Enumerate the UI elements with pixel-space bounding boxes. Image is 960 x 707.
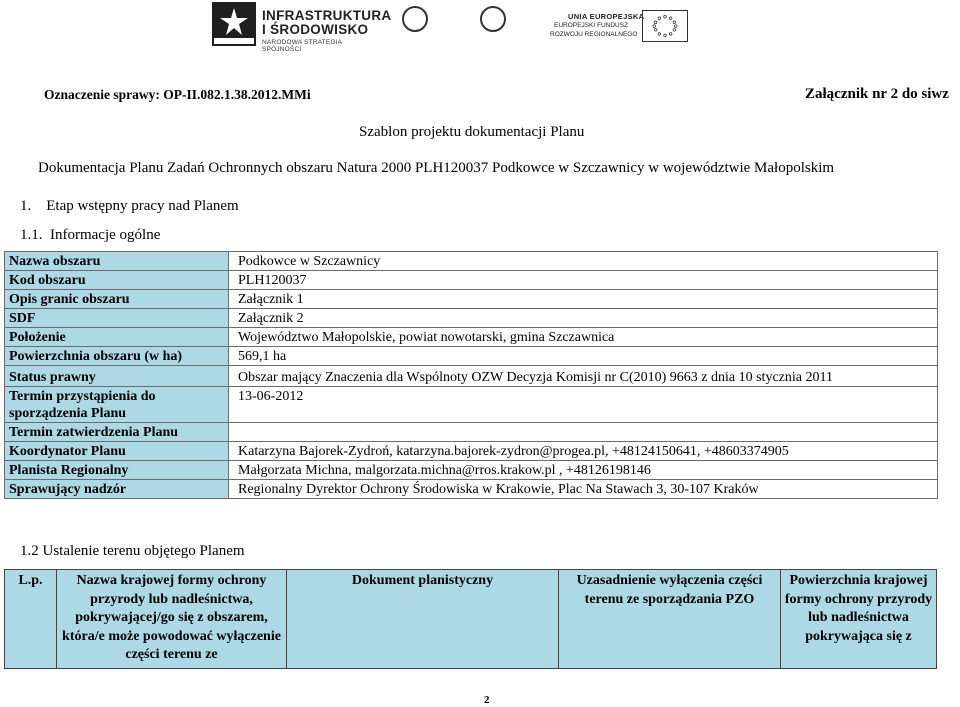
- logo-header: [212, 0, 692, 52]
- logo-line-2: I ŚRODOWISKO: [262, 22, 369, 37]
- infrastruktura-logo: [212, 0, 392, 53]
- section-1-2-heading: 1.2 Ustalenie terenu objętego Planem: [20, 543, 245, 559]
- row-value: Podkowce w Szczawnicy: [229, 252, 938, 271]
- table-row: [5, 366, 938, 387]
- eu-line-1: UNIA EUROPEJSKA: [568, 12, 645, 21]
- document-subtitle: Dokumentacja Planu Zadań Ochronnych obszaru Natura 2000 PLH120037 Podkowce w Szczawnicy w województwie Małopolskim: [38, 160, 835, 176]
- document-title: Szablon projektu dokumentacji Planu: [359, 124, 585, 140]
- row-label: SDF: [5, 309, 229, 328]
- section-1-1-heading: 1.1. Informacje ogólne: [20, 227, 161, 243]
- row-label: Kod obszaru: [5, 271, 229, 290]
- star-flag-logo-icon: [212, 2, 256, 46]
- general-info-table: [4, 251, 938, 499]
- row-value: [229, 423, 938, 442]
- col-header-justification: Uzasadnienie wyłączenia części terenu ze sporządzania PZO: [559, 570, 781, 669]
- section-1-heading: 1. Etap wstępny pracy nad Planem: [20, 198, 239, 214]
- row-label: Położenie: [5, 328, 229, 347]
- row-value: Obszar mający Znaczenia dla Wspólnoty OZW Decyzja Komisji nr C(2010) 9663 z dnia 10 stycznia 2011: [229, 366, 938, 387]
- attachment-label: Załącznik nr 2 do siwz: [805, 86, 949, 102]
- row-label: Koordynator Planu: [5, 442, 229, 461]
- table-row: [5, 252, 938, 271]
- table-header-row: [5, 570, 937, 669]
- logo-line-1: INFRASTRUKTURA: [262, 8, 392, 23]
- table-row: [5, 387, 938, 423]
- col-header-area: Powierzchnia krajowej formy ochrony przyrody lub nadleśnictwa pokrywająca się z: [781, 570, 937, 669]
- table-row: [5, 309, 938, 328]
- row-value: Załącznik 2: [229, 309, 938, 328]
- row-label: Opis granic obszaru: [5, 290, 229, 309]
- eu-flag-icon: [642, 10, 688, 42]
- row-label: Planista Regionalny: [5, 461, 229, 480]
- col-header-protection-form: Nazwa krajowej formy ochrony przyrody lub nadleśnictwa, pokrywającej/go się z obszarem, która/e może powodować wyłączenie części terenu ze: [57, 570, 287, 669]
- row-value: 569,1 ha: [229, 347, 938, 366]
- eu-line-3: ROZWOJU REGIONALNEGO: [550, 31, 638, 38]
- row-value: Regionalny Dyrektor Ochrony Środowiska w Krakowie, Plac Na Stawach 3, 30-107 Kraków: [229, 480, 938, 499]
- col-header-lp: L.p.: [5, 570, 57, 669]
- table-row: [5, 461, 938, 480]
- case-reference: Oznaczenie sprawy: OP-II.082.1.38.2012.MMi: [44, 87, 311, 102]
- gdos-seal-icon: [402, 6, 428, 32]
- table-row: [5, 328, 938, 347]
- rdos-seal-icon: [480, 6, 506, 32]
- col-header-planning-document: Dokument planistyczny: [287, 570, 559, 669]
- row-label: Sprawujący nadzór: [5, 480, 229, 499]
- table-row: [5, 271, 938, 290]
- table-row: [5, 442, 938, 461]
- eu-line-2: EUROPEJSKI FUNDUSZ: [554, 22, 629, 29]
- table-row: [5, 480, 938, 499]
- table-row: [5, 423, 938, 442]
- row-label: Nazwa obszaru: [5, 252, 229, 271]
- row-label: Powierzchnia obszaru (w ha): [5, 347, 229, 366]
- row-label: Termin przystąpienia do sporządzenia Planu: [5, 387, 229, 423]
- table-row: [5, 347, 938, 366]
- row-label: Termin zatwierdzenia Planu: [5, 423, 229, 442]
- logo-line-3: NARODOWA STRATEGIA SPÓJNOŚCI: [262, 39, 342, 53]
- row-value: Województwo Małopolskie, powiat nowotarski, gmina Szczawnica: [229, 328, 938, 347]
- page-number: 2: [484, 694, 490, 706]
- row-value: Katarzyna Bajorek-Zydroń, katarzyna.bajorek-zydron@progea.pl, +48124150641, +48603374905: [229, 442, 938, 461]
- row-value: Małgorzata Michna, malgorzata.michna@rros.krakow.pl , +48126198146: [229, 461, 938, 480]
- table-row: [5, 290, 938, 309]
- row-value: PLH120037: [229, 271, 938, 290]
- row-value: 13-06-2012: [229, 387, 938, 423]
- row-value: Załącznik 1: [229, 290, 938, 309]
- area-table: [4, 569, 937, 669]
- row-label: Status prawny: [5, 366, 229, 387]
